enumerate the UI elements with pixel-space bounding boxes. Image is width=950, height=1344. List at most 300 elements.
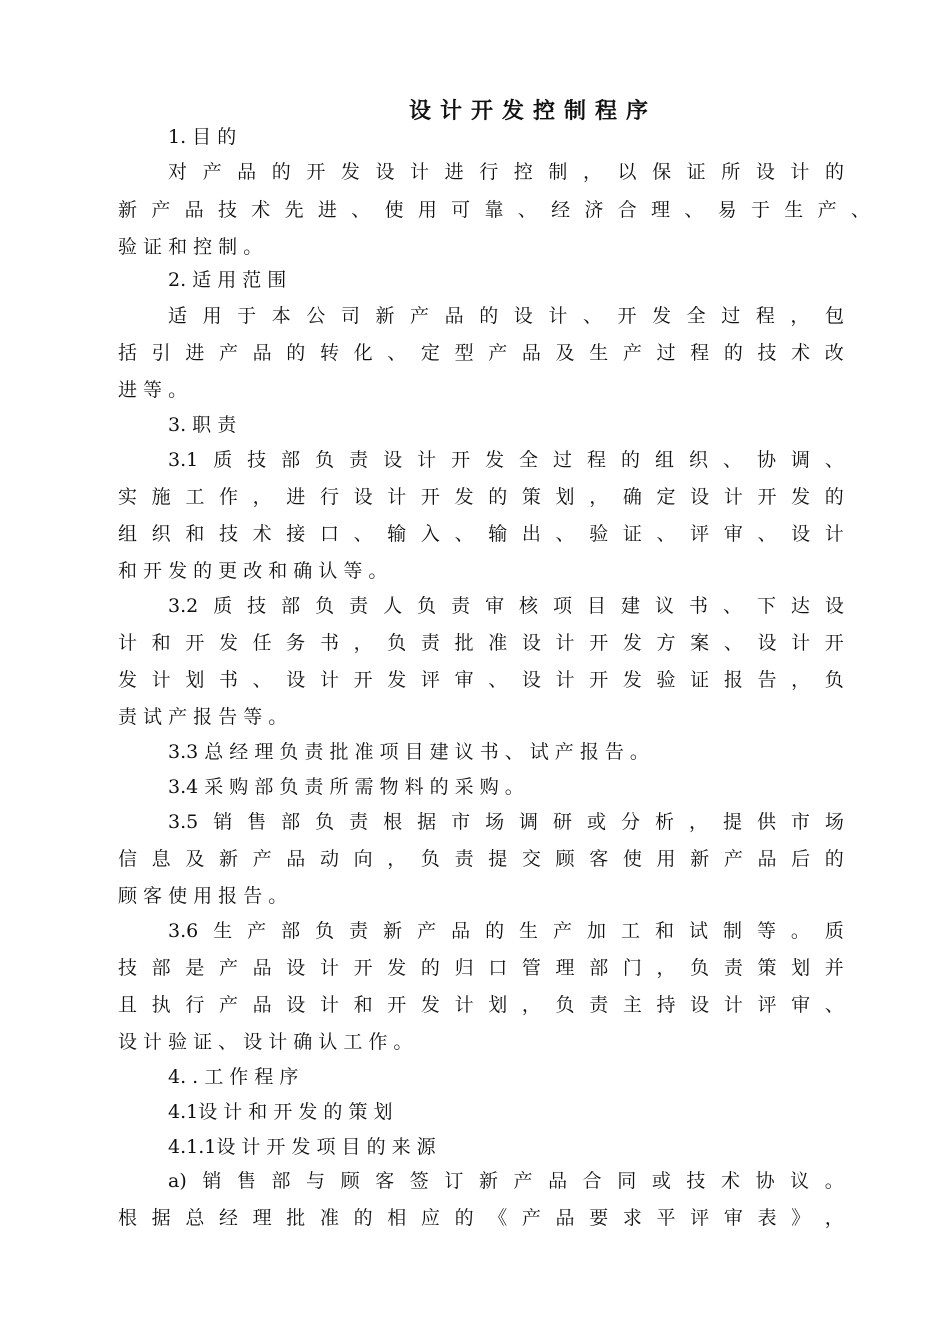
glyph: 报 [723,669,743,691]
glyph: 、 [517,199,537,221]
glyph: 要 [589,1207,609,1229]
glyph: 场 [485,811,505,833]
glyph: 口 [488,957,508,979]
glyph: 开 [824,632,844,654]
glyph: 提 [722,811,742,833]
paragraph-line [168,448,844,472]
glyph: 及 [555,342,575,364]
glyph: 进 [317,199,337,221]
glyph: 验 [589,523,609,545]
glyph: 织 [151,523,171,545]
glyph: 责 [349,811,369,833]
paragraph-line [168,810,844,834]
paragraph-line [168,160,844,184]
glyph: 、 [850,199,870,221]
glyph: 品 [548,1170,568,1192]
glyph: 产 [410,305,430,327]
glyph: 开 [589,632,609,654]
glyph: 市 [451,811,471,833]
glyph: 负 [315,811,335,833]
glyph: 的 [488,486,508,508]
paragraph-line [118,956,844,980]
glyph: 产 [521,1207,541,1229]
glyph: 新 [478,1170,498,1192]
glyph: 开 [306,161,326,183]
glyph: 。 [790,920,810,942]
glyph: 计 [151,669,171,691]
glyph: 证 [622,523,642,545]
glyph: 的 [286,342,306,364]
glyph: 生 [213,920,233,942]
glyph: 或 [651,1170,671,1192]
glyph: 负 [417,595,437,617]
glyph: 品 [252,994,272,1016]
glyph: 程 [587,449,607,471]
paragraph-line [168,919,844,943]
glyph: 设 [383,449,403,471]
glyph: 的 [824,848,844,870]
glyph: 计 [555,669,575,691]
glyph: 门 [622,957,642,979]
glyph: 本 [271,305,291,327]
glyph: ， [656,957,676,979]
glyph: 于 [750,199,770,221]
glyph: 引 [151,342,171,364]
glyph: 适 [168,305,188,327]
glyph: 术 [251,199,271,221]
glyph: 转 [319,342,339,364]
glyph: 发 [340,161,360,183]
glyph: 评 [757,994,777,1016]
glyph: 负 [315,595,335,617]
glyph: 负 [315,449,335,471]
glyph: 部 [281,595,301,617]
glyph: 括 [118,342,138,364]
glyph: 计 [319,994,339,1016]
glyph: 负 [555,994,575,1016]
glyph: 销 [202,1170,222,1192]
glyph: 证 [690,669,710,691]
glyph: 任 [252,632,272,654]
glyph: 设 [521,632,541,654]
section-2-heading: 2. 适 用 范 围 [168,269,287,291]
paragraph-line: 和 开 发 的 更 改 和 确 认 等 。 [118,560,388,582]
glyph: 划 [488,994,508,1016]
glyph: 确 [622,486,642,508]
glyph: 使 [622,848,642,870]
glyph: 进 [286,486,306,508]
glyph: ， [589,486,609,508]
glyph: 技 [247,449,267,471]
glyph: 证 [686,161,706,183]
glyph: 根 [383,811,403,833]
glyph: 产 [218,342,238,364]
glyph: 产 [417,920,437,942]
glyph: 实 [118,486,138,508]
glyph: 新 [383,920,403,942]
glyph: 分 [621,811,641,833]
glyph: 归 [454,957,474,979]
glyph: 审 [454,669,474,691]
glyph: 书 [688,595,708,617]
glyph: 议 [654,595,674,617]
paragraph-line [118,198,870,222]
paragraph-line [118,341,844,365]
glyph: 3.2 [168,595,199,617]
glyph: 新 [118,199,138,221]
glyph: 、 [555,523,575,545]
glyph: 平 [656,1207,676,1229]
glyph: 生 [519,920,539,942]
glyph: 品 [252,957,272,979]
glyph: 计 [791,632,811,654]
glyph: 方 [656,632,676,654]
glyph: 设 [375,161,395,183]
glyph: 。 [824,1170,844,1192]
glyph: 书 [319,632,339,654]
paragraph-line [118,993,844,1017]
glyph: 设 [757,632,777,654]
glyph: 先 [284,199,304,221]
glyph: 动 [319,848,339,870]
glyph: 品 [286,848,306,870]
glyph: 总 [185,1207,205,1229]
glyph: 产 [202,161,222,183]
glyph: 负 [824,669,844,691]
paragraph-line [118,631,844,655]
glyph: 或 [587,811,607,833]
glyph: ， [791,669,811,691]
glyph: 易 [717,199,737,221]
glyph: 产 [218,994,238,1016]
glyph: 、 [387,342,407,364]
glyph: 发 [387,957,407,979]
subsection-heading: 4.1设 计 和 开 发 的 策 划 [168,1101,393,1123]
glyph: 并 [824,957,844,979]
glyph: 理 [252,1207,272,1229]
paragraph-line [118,668,844,692]
glyph: 析 [654,811,674,833]
glyph: 3.1 [168,449,199,471]
glyph: 保 [652,161,672,183]
glyph: 设 [690,994,710,1016]
glyph: 工 [185,486,205,508]
glyph: 质 [824,920,844,942]
glyph: 计 [790,161,810,183]
glyph: 品 [252,342,272,364]
glyph: 执 [151,994,171,1016]
glyph: 发 [622,632,642,654]
paragraph-line [118,522,844,546]
glyph: 项 [553,595,573,617]
glyph: 织 [688,449,708,471]
glyph: 和 [654,920,674,942]
paragraph-line [168,594,844,618]
glyph: 品 [444,305,464,327]
glyph: 计 [723,486,743,508]
glyph: 后 [791,848,811,870]
glyph: 以 [617,161,637,183]
glyph: 评 [690,1207,710,1229]
glyph: 审 [723,1207,743,1229]
glyph: 公 [306,305,326,327]
glyph: 包 [824,305,844,327]
glyph: 术 [791,342,811,364]
glyph: 设 [791,523,811,545]
glyph: 司 [340,305,360,327]
glyph: 及 [185,848,205,870]
glyph: a) [168,1170,187,1192]
glyph: 新 [690,848,710,870]
paragraph-line [118,847,844,871]
glyph: 发 [454,486,474,508]
glyph: 据 [151,1207,171,1229]
glyph: 产 [488,342,508,364]
glyph: ， [790,305,810,327]
glyph: 目 [587,595,607,617]
glyph: 是 [185,957,205,979]
glyph: ， [353,632,373,654]
glyph: 进 [444,161,464,183]
glyph: 对 [168,161,188,183]
glyph: 产 [817,199,837,221]
section-3-heading: 3. 职 责 [168,414,237,436]
glyph: 控 [513,161,533,183]
paragraph-line: 3.4 采 购 部 负 责 所 需 物 料 的 采 购 。 [168,776,524,798]
glyph: 程 [690,342,710,364]
glyph: 调 [519,811,539,833]
glyph: 过 [721,305,741,327]
glyph: 新 [218,848,238,870]
glyph: 客 [589,848,609,870]
glyph: 议 [790,1170,810,1192]
paragraph-line: 3.3 总 经 理 负 责 批 准 项 目 建 议 书 、 试 产 报 告 。 [168,741,649,763]
glyph: 划 [555,486,575,508]
paragraph-line: 进 等 。 [118,379,188,401]
glyph: 、 [722,595,742,617]
glyph: 的 [824,161,844,183]
glyph: 负 [420,848,440,870]
glyph: 发 [420,994,440,1016]
glyph: 达 [790,595,810,617]
glyph: 制 [548,161,568,183]
glyph: ， [824,1207,844,1229]
glyph: 市 [790,811,810,833]
glyph: 提 [488,848,508,870]
glyph: 理 [651,199,671,221]
section-1-heading: 1. 目 的 [168,126,237,148]
glyph: 责 [589,994,609,1016]
glyph: 3.5 [168,811,199,833]
glyph: 求 [622,1207,642,1229]
glyph: 经 [218,1207,238,1229]
glyph: 程 [755,305,775,327]
glyph: 信 [118,848,138,870]
glyph: 产 [513,1170,533,1192]
glyph: 书 [218,669,238,691]
glyph: 准 [488,632,508,654]
glyph: 产 [622,342,642,364]
glyph: 开 [185,632,205,654]
paragraph-line [118,485,844,509]
glyph: ， [387,848,407,870]
glyph: 设 [521,669,541,691]
glyph: 负 [315,920,335,942]
glyph: 部 [151,957,171,979]
glyph: 输 [488,523,508,545]
paragraph-line: 验 证 和 控 制 。 [118,236,263,258]
glyph: 向 [353,848,373,870]
glyph: 品 [555,1207,575,1229]
glyph: 改 [824,342,844,364]
glyph: 、 [582,305,602,327]
glyph: 、 [722,449,742,471]
glyph: 根 [118,1207,138,1229]
glyph: 、 [723,632,743,654]
glyph: 3.6 [168,920,199,942]
glyph: 接 [286,523,306,545]
glyph: 开 [617,305,637,327]
glyph: 审 [723,523,743,545]
paragraph-line [168,304,844,328]
glyph: 技 [118,957,138,979]
glyph: 作 [218,486,238,508]
glyph: 据 [417,811,437,833]
glyph: 审 [485,595,505,617]
glyph: 全 [519,449,539,471]
glyph: 技 [218,523,238,545]
glyph: 产 [723,848,743,870]
glyph: ， [688,811,708,833]
glyph: 设 [755,161,775,183]
paragraph-line: 责 试 产 报 告 等 。 [118,706,288,728]
glyph: 组 [654,449,674,471]
glyph: 应 [420,1207,440,1229]
subsection-heading: 4.1.1设 计 开 发 项 目 的 来 源 [168,1136,436,1158]
glyph: 销 [213,811,233,833]
glyph: 场 [824,811,844,833]
glyph: 、 [353,523,373,545]
glyph: 产 [218,957,238,979]
glyph: 管 [521,957,541,979]
glyph: 的 [420,957,440,979]
glyph: 全 [686,305,706,327]
glyph: 部 [281,449,301,471]
glyph: 计 [319,669,339,691]
glyph: 持 [656,994,676,1016]
glyph: 技 [757,342,777,364]
glyph: 定 [656,486,676,508]
glyph: 协 [755,1170,775,1192]
glyph: 表 [757,1207,777,1229]
glyph: 、 [684,199,704,221]
glyph: 过 [656,342,676,364]
glyph: 顾 [555,848,575,870]
glyph: 主 [622,994,642,1016]
glyph: 、 [656,523,676,545]
glyph: 售 [236,1170,256,1192]
glyph: 部 [271,1170,291,1192]
glyph: 品 [757,848,777,870]
glyph: 计 [555,632,575,654]
glyph: 品 [521,342,541,364]
glyph: 行 [185,994,205,1016]
glyph: 调 [790,449,810,471]
glyph: 人 [383,595,403,617]
glyph: 计 [118,632,138,654]
glyph: 的 [824,486,844,508]
glyph: 试 [688,920,708,942]
glyph: 划 [791,957,811,979]
glyph: 评 [420,669,440,691]
glyph: 行 [319,486,339,508]
glyph: 策 [521,486,541,508]
glyph: 出 [521,523,541,545]
paragraph-line [118,1206,844,1230]
page-title: 设计开发控制程序 [408,99,657,124]
glyph: 责 [451,595,471,617]
glyph: 部 [589,957,609,979]
glyph: 计 [454,994,474,1016]
glyph: 开 [353,669,373,691]
glyph: 负 [690,957,710,979]
glyph: 开 [757,486,777,508]
glyph: 务 [286,632,306,654]
glyph: 设 [286,957,306,979]
glyph: 所 [721,161,741,183]
glyph: 售 [247,811,267,833]
glyph: 产 [151,199,171,221]
glyph: 经 [551,199,571,221]
glyph: 审 [791,994,811,1016]
glyph: 签 [409,1170,429,1192]
glyph: 设 [353,486,373,508]
glyph: 开 [420,486,440,508]
glyph: 和 [185,523,205,545]
glyph: 发 [387,669,407,691]
glyph: 设 [690,486,710,508]
glyph: 设 [824,595,844,617]
glyph: 和 [353,994,373,1016]
glyph: 划 [185,669,205,691]
glyph: 供 [756,811,776,833]
glyph: 的 [271,161,291,183]
glyph: 术 [252,523,272,545]
glyph: 技 [686,1170,706,1192]
glyph: 验 [656,669,676,691]
glyph: 的 [621,449,641,471]
section-4-heading: 4. . 工 作 程 序 [168,1066,299,1088]
glyph: 质 [213,449,233,471]
glyph: 且 [118,994,138,1016]
glyph: 技 [247,595,267,617]
glyph: 产 [553,920,573,942]
glyph: 发 [622,669,642,691]
glyph: 合 [582,1170,602,1192]
glyph: 计 [387,486,407,508]
glyph: 理 [555,957,575,979]
glyph: 型 [454,342,474,364]
glyph: 加 [587,920,607,942]
glyph: 生 [589,342,609,364]
glyph: 输 [387,523,407,545]
glyph: 责 [349,920,369,942]
glyph: 新 [375,305,395,327]
glyph: 进 [185,342,205,364]
glyph: ， [252,486,272,508]
glyph: 、 [351,199,371,221]
glyph: 开 [451,449,471,471]
